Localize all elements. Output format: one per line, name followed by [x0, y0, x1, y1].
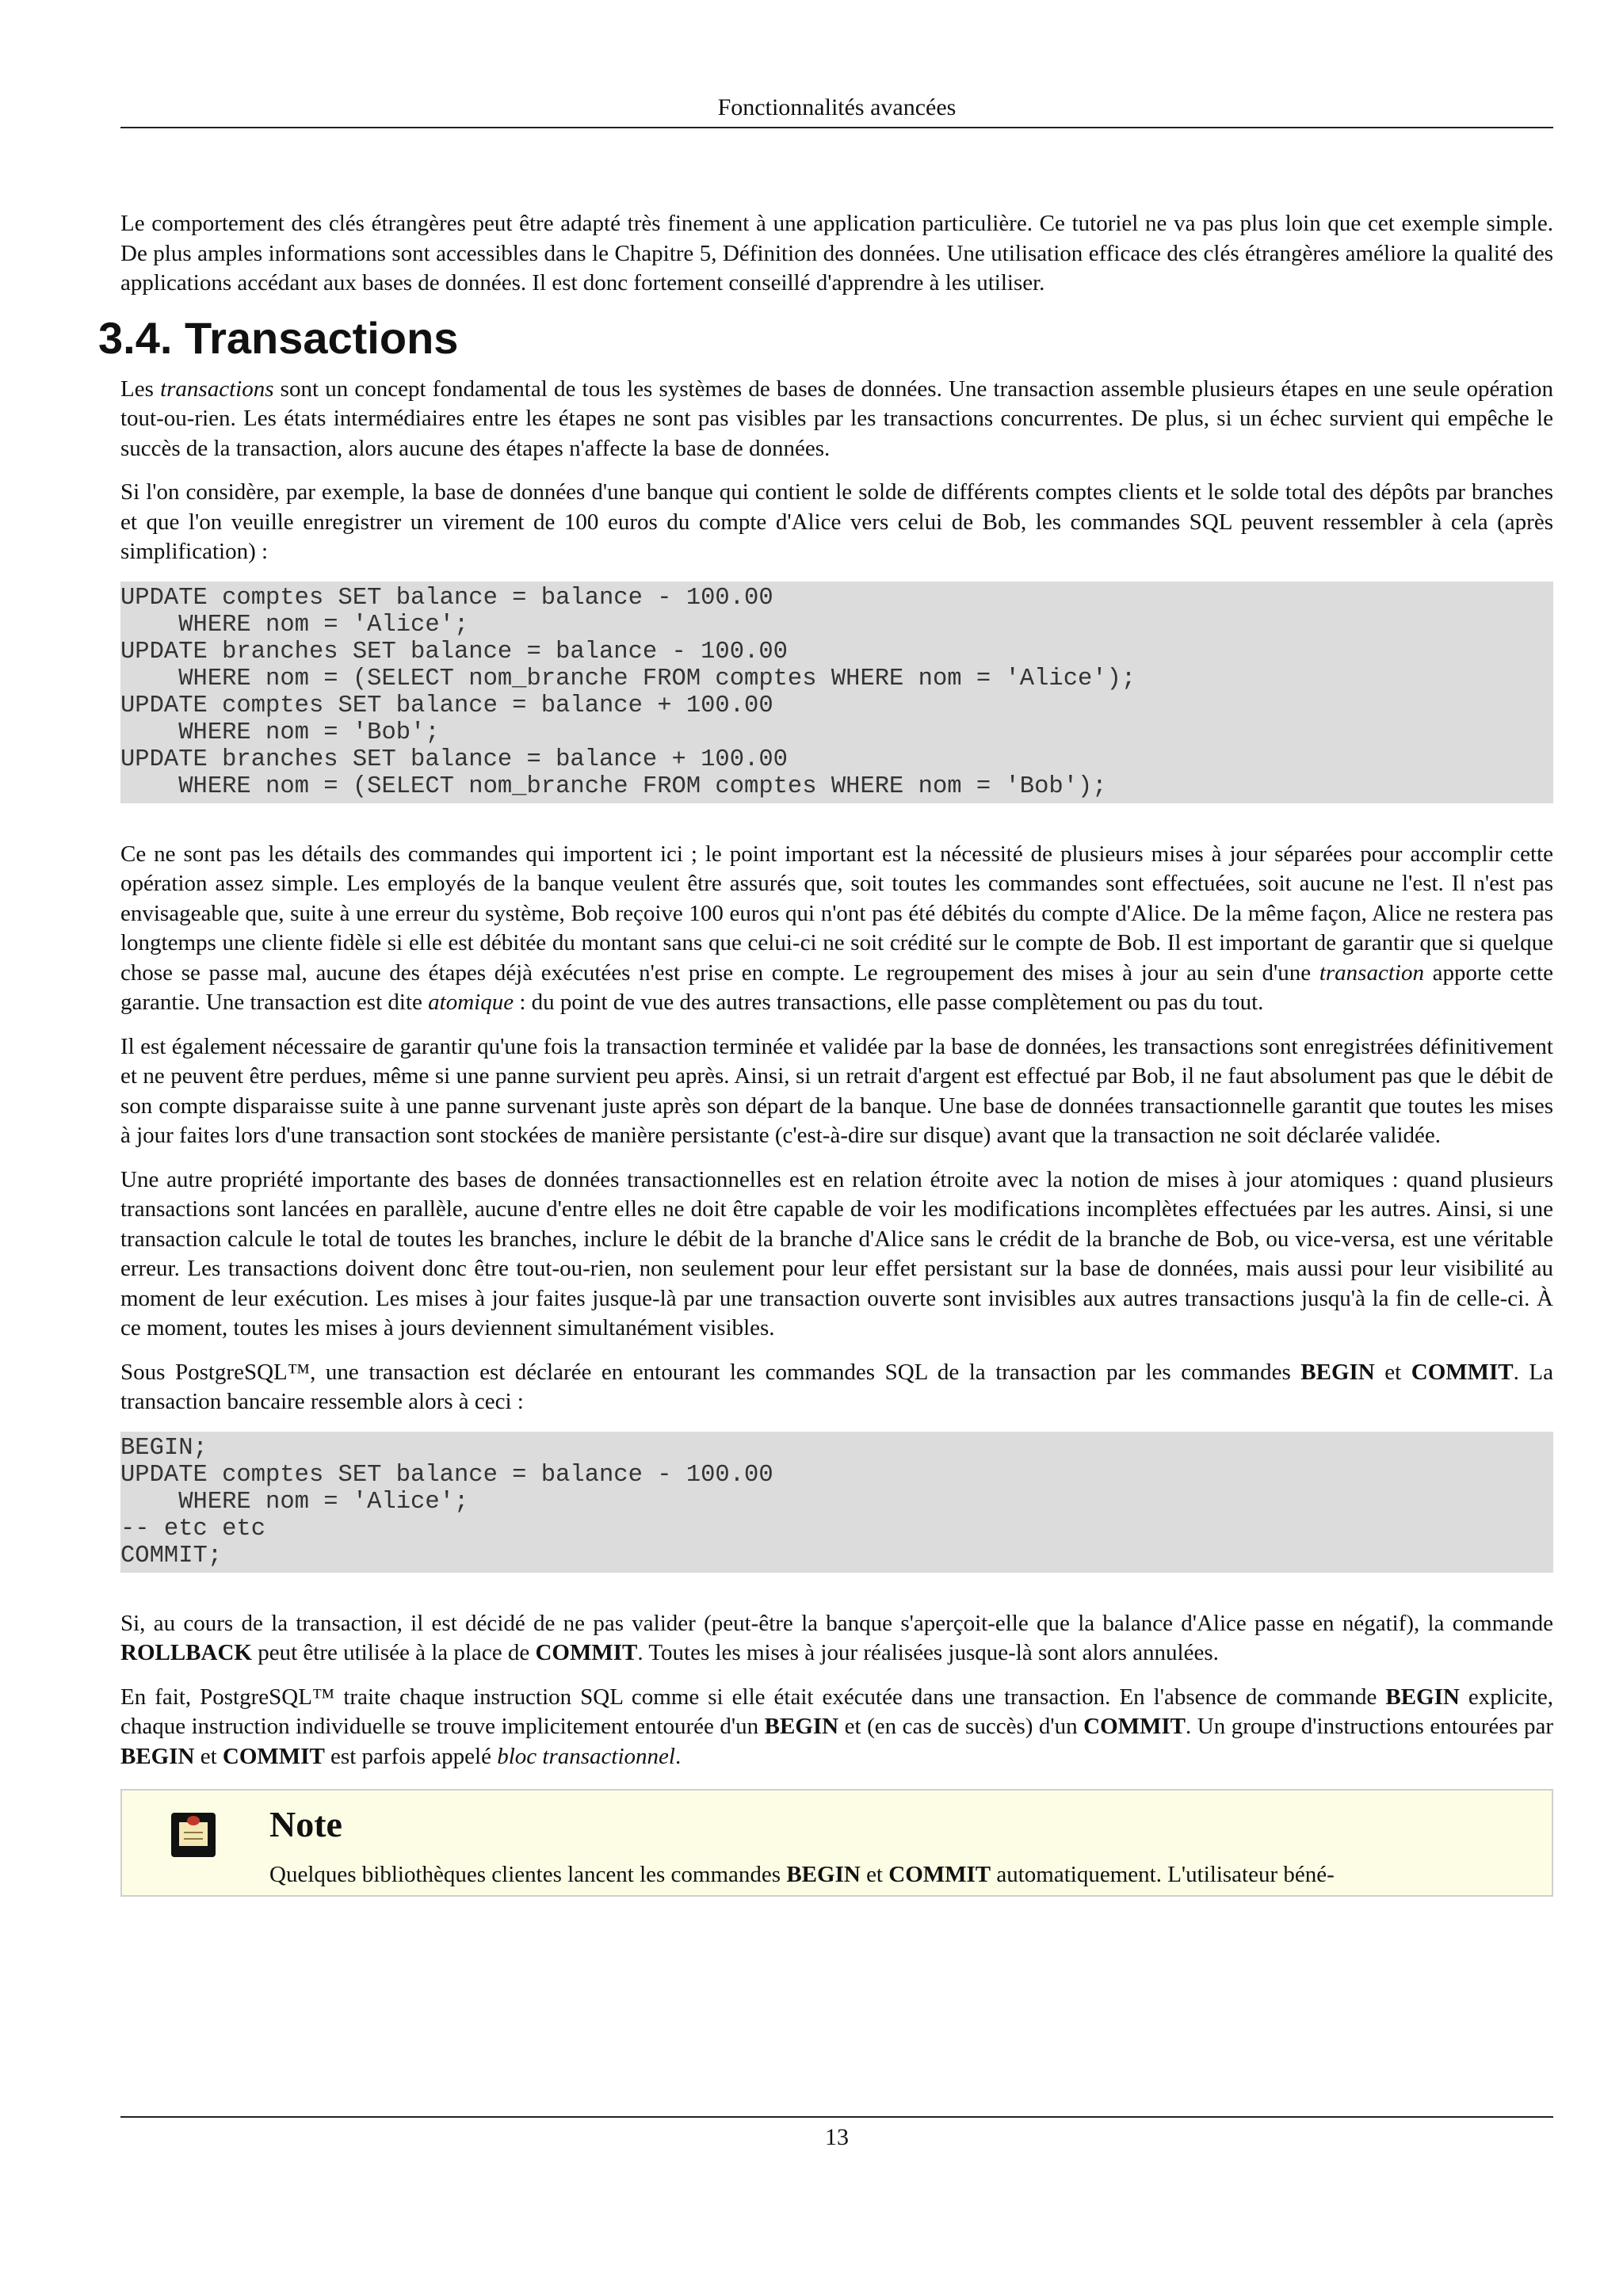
running-header: Fonctionnalités avancées — [717, 94, 957, 120]
footer-rule — [120, 2116, 1553, 2118]
paragraph-3: Ce ne sont pas les détails des commandes qui importent ici ; le point important est la nécessité de plusieurs mises à jour séparées pour accomplir cette opération assez simple. Les employés de la banque veulent être assurés que, soit toutes les commandes sont effectuées, soit aucune ne l'est. Il n'est pas envisageable que, suite à une erreur du système, Bob reçoive 100 euros qui n'ont pas été débités du compte d'Alice. De la même façon, Alice ne restera pas longtemps une cliente fidèle si elle est débitée du montant sans que celui-ci ne soit crédité sur le compte de Bob. Il est important de garantir que si quelque chose se passe mal, aucune des étapes déjà exécutées n'est prise en compte. Le regroupement des mises à jour au sein d'une transaction apporte cette garantie. Une transaction est dite atomique : du point de vue des autres transactions, elle passe complètement ou pas du tout. — [120, 841, 1553, 1015]
keyword-begin: BEGIN — [1300, 1359, 1375, 1385]
emphasis-bloc-transactionnel: bloc transactionnel — [497, 1743, 675, 1769]
paragraph-7: Si, au cours de la transaction, il est décidé de ne pas valider (peut-être la banque s'aperçoit-elle que la balance d'Alice passe en négatif), la commande ROLLBACK peut être utilisée à la place de COMMIT. Toutes les mises à jour réalisées jusque-là sont alors annulées. — [120, 1610, 1553, 1665]
keyword-begin: BEGIN — [120, 1743, 195, 1769]
paragraph-4: Il est également nécessaire de garantir qu'une fois la transaction terminée et validée par la base de données, les transactions sont enregistrées définitivement et ne peuvent être perdues, même si une panne survient peu après. Ainsi, si un retrait d'argent est effectué par Bob, il ne faut absolument pas que le débit de son compte disparaisse suite à une panne survenant juste après son départ de la banque. Une base de données transactionnelle garantit que toutes les mises à jour faites lors d'une transaction sont stockées de manière persistante (c'est-à-dire sur disque) avant que la transaction ne soit déclarée validée. — [120, 1033, 1553, 1148]
keyword-commit: COMMIT — [1083, 1714, 1186, 1739]
paragraph-6: Sous PostgreSQL™, une transaction est déclarée en entourant les commandes SQL de la transaction par les commandes BEGIN et COMMIT. La transaction bancaire ressemble alors à ceci : — [120, 1359, 1553, 1414]
page-content — [98, 209, 1554, 1897]
code-block-1: UPDATE comptes SET balance = balance - 100.00 WHERE nom = 'Alice'; UPDATE branches SET balance = balance - 100.00 WHERE nom = (SELECT nom_branche FROM comptes WHERE nom = 'Alice'); UPDATE comptes SET balance = balance + 100.00 WHERE nom = 'Bob'; UPDATE branches SET balance = balance + 100.00 WHERE nom = (SELECT nom_branche FROM comptes WHERE nom = 'Bob'); — [120, 582, 1553, 803]
keyword-commit: COMMIT — [1411, 1359, 1514, 1385]
intro-paragraph: Le comportement des clés étrangères peut être adapté très finement à une application particulière. Ce tutoriel ne va pas plus loin que cet exemple simple. De plus amples informations sont accessibles dans le Chapitre 5, Définition des données. Une utilisation efficace des clés étrangères améliore la qualité des applications accédant aux bases de données. Il est donc fortement conseillé d'apprendre à les utiliser. — [120, 211, 1553, 296]
keyword-begin: BEGIN — [1385, 1684, 1460, 1710]
keyword-commit: COMMIT — [888, 1862, 991, 1887]
section-title: 3.4. Transactions — [98, 312, 459, 363]
note-admonition — [120, 1789, 1553, 1897]
page-number: 13 — [825, 2124, 849, 2150]
emphasis-transaction: transaction — [1319, 959, 1424, 986]
note-icon — [171, 1813, 216, 1857]
keyword-commit: COMMIT — [535, 1640, 638, 1665]
note-title: Note — [269, 1804, 342, 1844]
header-rule — [120, 127, 1553, 128]
keyword-commit: COMMIT — [222, 1743, 325, 1769]
note-text: Quelques bibliothèques clientes lancent les commandes BEGIN et COMMIT automatiquement. L'utilisateur béné- — [269, 1862, 1335, 1887]
keyword-begin: BEGIN — [786, 1862, 861, 1887]
paragraph-5: Une autre propriété importante des bases de données transactionnelles est en relation étroite avec la notion de mises à jour atomiques : quand plusieurs transactions sont lancées en parallèle, aucune d'entre elles ne doit être capable de voir les modifications incomplètes effectuées par les autres. Ainsi, si une transaction calcule le total de toutes les branches, inclure le débit de la branche d'Alice sans le crédit de la branche de Bob, ou vice-versa, est une véritable erreur. Les transactions doivent donc être tout-ou-rien, non seulement pour leur effet persistant sur la base de données, mais aussi pour leur visibilité au moment de leur exécution. Les mises à jour faites jusque-là par une transaction ouverte sont invisibles aux autres transactions jusqu'à la fin de celle-ci. À ce moment, toutes les mises à jours deviennent simultanément visibles. — [120, 1166, 1553, 1341]
keyword-begin: BEGIN — [764, 1714, 839, 1739]
paragraph-2: Si l'on considère, par exemple, la base de données d'une banque qui contient le solde de différents comptes clients et le solde total des dépôts par branches et que l'on veuille enregistrer un virement de 100 euros du compte d'Alice vers celui de Bob, les commandes SQL peuvent ressembler à cela (après simplification) : — [120, 479, 1553, 564]
paragraph-1: Les transactions sont un concept fondamental de tous les systèmes de bases de données. Une transaction assemble plusieurs étapes en une seule opération tout-ou-rien. Les états intermédiaires entre les étapes ne sont pas visibles par les transactions concurrentes. De plus, si un échec survient qui empêche le succès de la transaction, alors aucune des étapes n'affecte la base de données. — [120, 376, 1554, 461]
paragraph-8: En fait, PostgreSQL™ traite chaque instruction SQL comme si elle était exécutée dans une transaction. En l'absence de commande BEGIN explicite, chaque instruction individuelle se trouve implicitement entourée d'un BEGIN et (en cas de succès) d'un COMMIT. Un groupe d'instructions entourées par BEGIN et COMMIT est parfois appelé bloc transactionnel. — [120, 1684, 1554, 1769]
emphasis-transactions: transactions — [160, 376, 274, 402]
emphasis-atomique: atomique — [428, 990, 514, 1015]
code-block-2: BEGIN; UPDATE comptes SET balance = balance - 100.00 WHERE nom = 'Alice'; -- etc etc COMMIT; — [120, 1432, 1553, 1573]
keyword-rollback: ROLLBACK — [120, 1640, 252, 1665]
